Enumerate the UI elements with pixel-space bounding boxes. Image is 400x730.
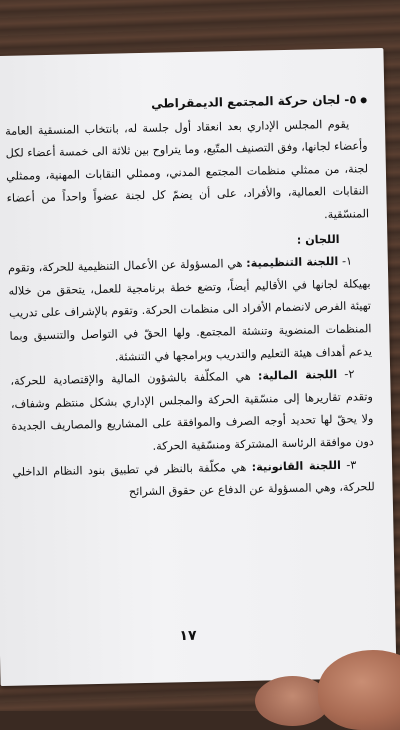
- item-number: ٣-: [346, 458, 357, 472]
- item-text: هي المكلّفة بالشؤون المالية والإقتصادية للحركة، وتقدم تقاريرها إلى منسّقية الحركة والمجلس الإداري بشكل منتظم وشفاف، ولا يحقّ لها تحديد أوجه الصرف والموافقة على المشاريع والمصاريف الجديدة دون موافقة الرئاسة المشتركة ومنسّقية الحركة.: [10, 369, 374, 453]
- item-number: ٢-: [344, 367, 355, 381]
- committee-item-organizational: [8, 250, 372, 371]
- item-title: اللجنة التنظيمية:: [246, 255, 339, 270]
- page-text: [4, 88, 377, 625]
- intro-paragraph: يقوم المجلس الإداري بعد انعقاد أول جلسة له، بانتخاب المنسقية العامة وأعضاء لجانها، وفق التصنيف المتّبع، وما يتراوح بين ثلاثة الى خمسة أعضاء لكل لجنة، من ممثلي منظمات المجتمع المدني، وممثلي النقابات المهنية، وممثلي النقابات العمالية، والأفراد، على أن يضمّ كل لجنة عضواً واحداً من أعضاء المنسّقية.: [5, 117, 370, 222]
- page-number: ١٧: [179, 627, 197, 645]
- committee-item-financial: [10, 363, 374, 461]
- committees-label: اللجان :: [296, 232, 340, 247]
- committee-item-legal: [12, 454, 375, 507]
- item-text: هي مكلّفة بالنظر في تطبيق بنود النظام الداخلي للحركة، وهي المسؤولة عن الدفاع عن حقوق الشرائح: [12, 460, 375, 499]
- section-heading-text: ٥- لجان حركة المجتمع الديمقراطي: [151, 92, 357, 111]
- item-number: ١-: [341, 254, 353, 268]
- item-title: اللجنة القانونية:: [251, 458, 342, 474]
- item-text: هي المسؤولة عن الأعمال التنظيمية للحركة، وتقوم بهيكلة لجانها في الأقاليم أيضاً، وتضع خطة برنامجية للعمل، يتحقق من خلاله تهيئة الفرص لانضمام الأفراد الى منظمات الحركة. وتقوم بالإشراف على تدريب المنظمات المنضوية وتنشئة المجتمع. ولها الحقّ في التواصل والتنسيق وبما يدعم أهداف هيئة التعليم والتدريب وبرامجها في التنشئة.: [7, 257, 373, 364]
- bullet-icon: [361, 97, 367, 103]
- item-title: اللجنة المالية:: [257, 368, 338, 383]
